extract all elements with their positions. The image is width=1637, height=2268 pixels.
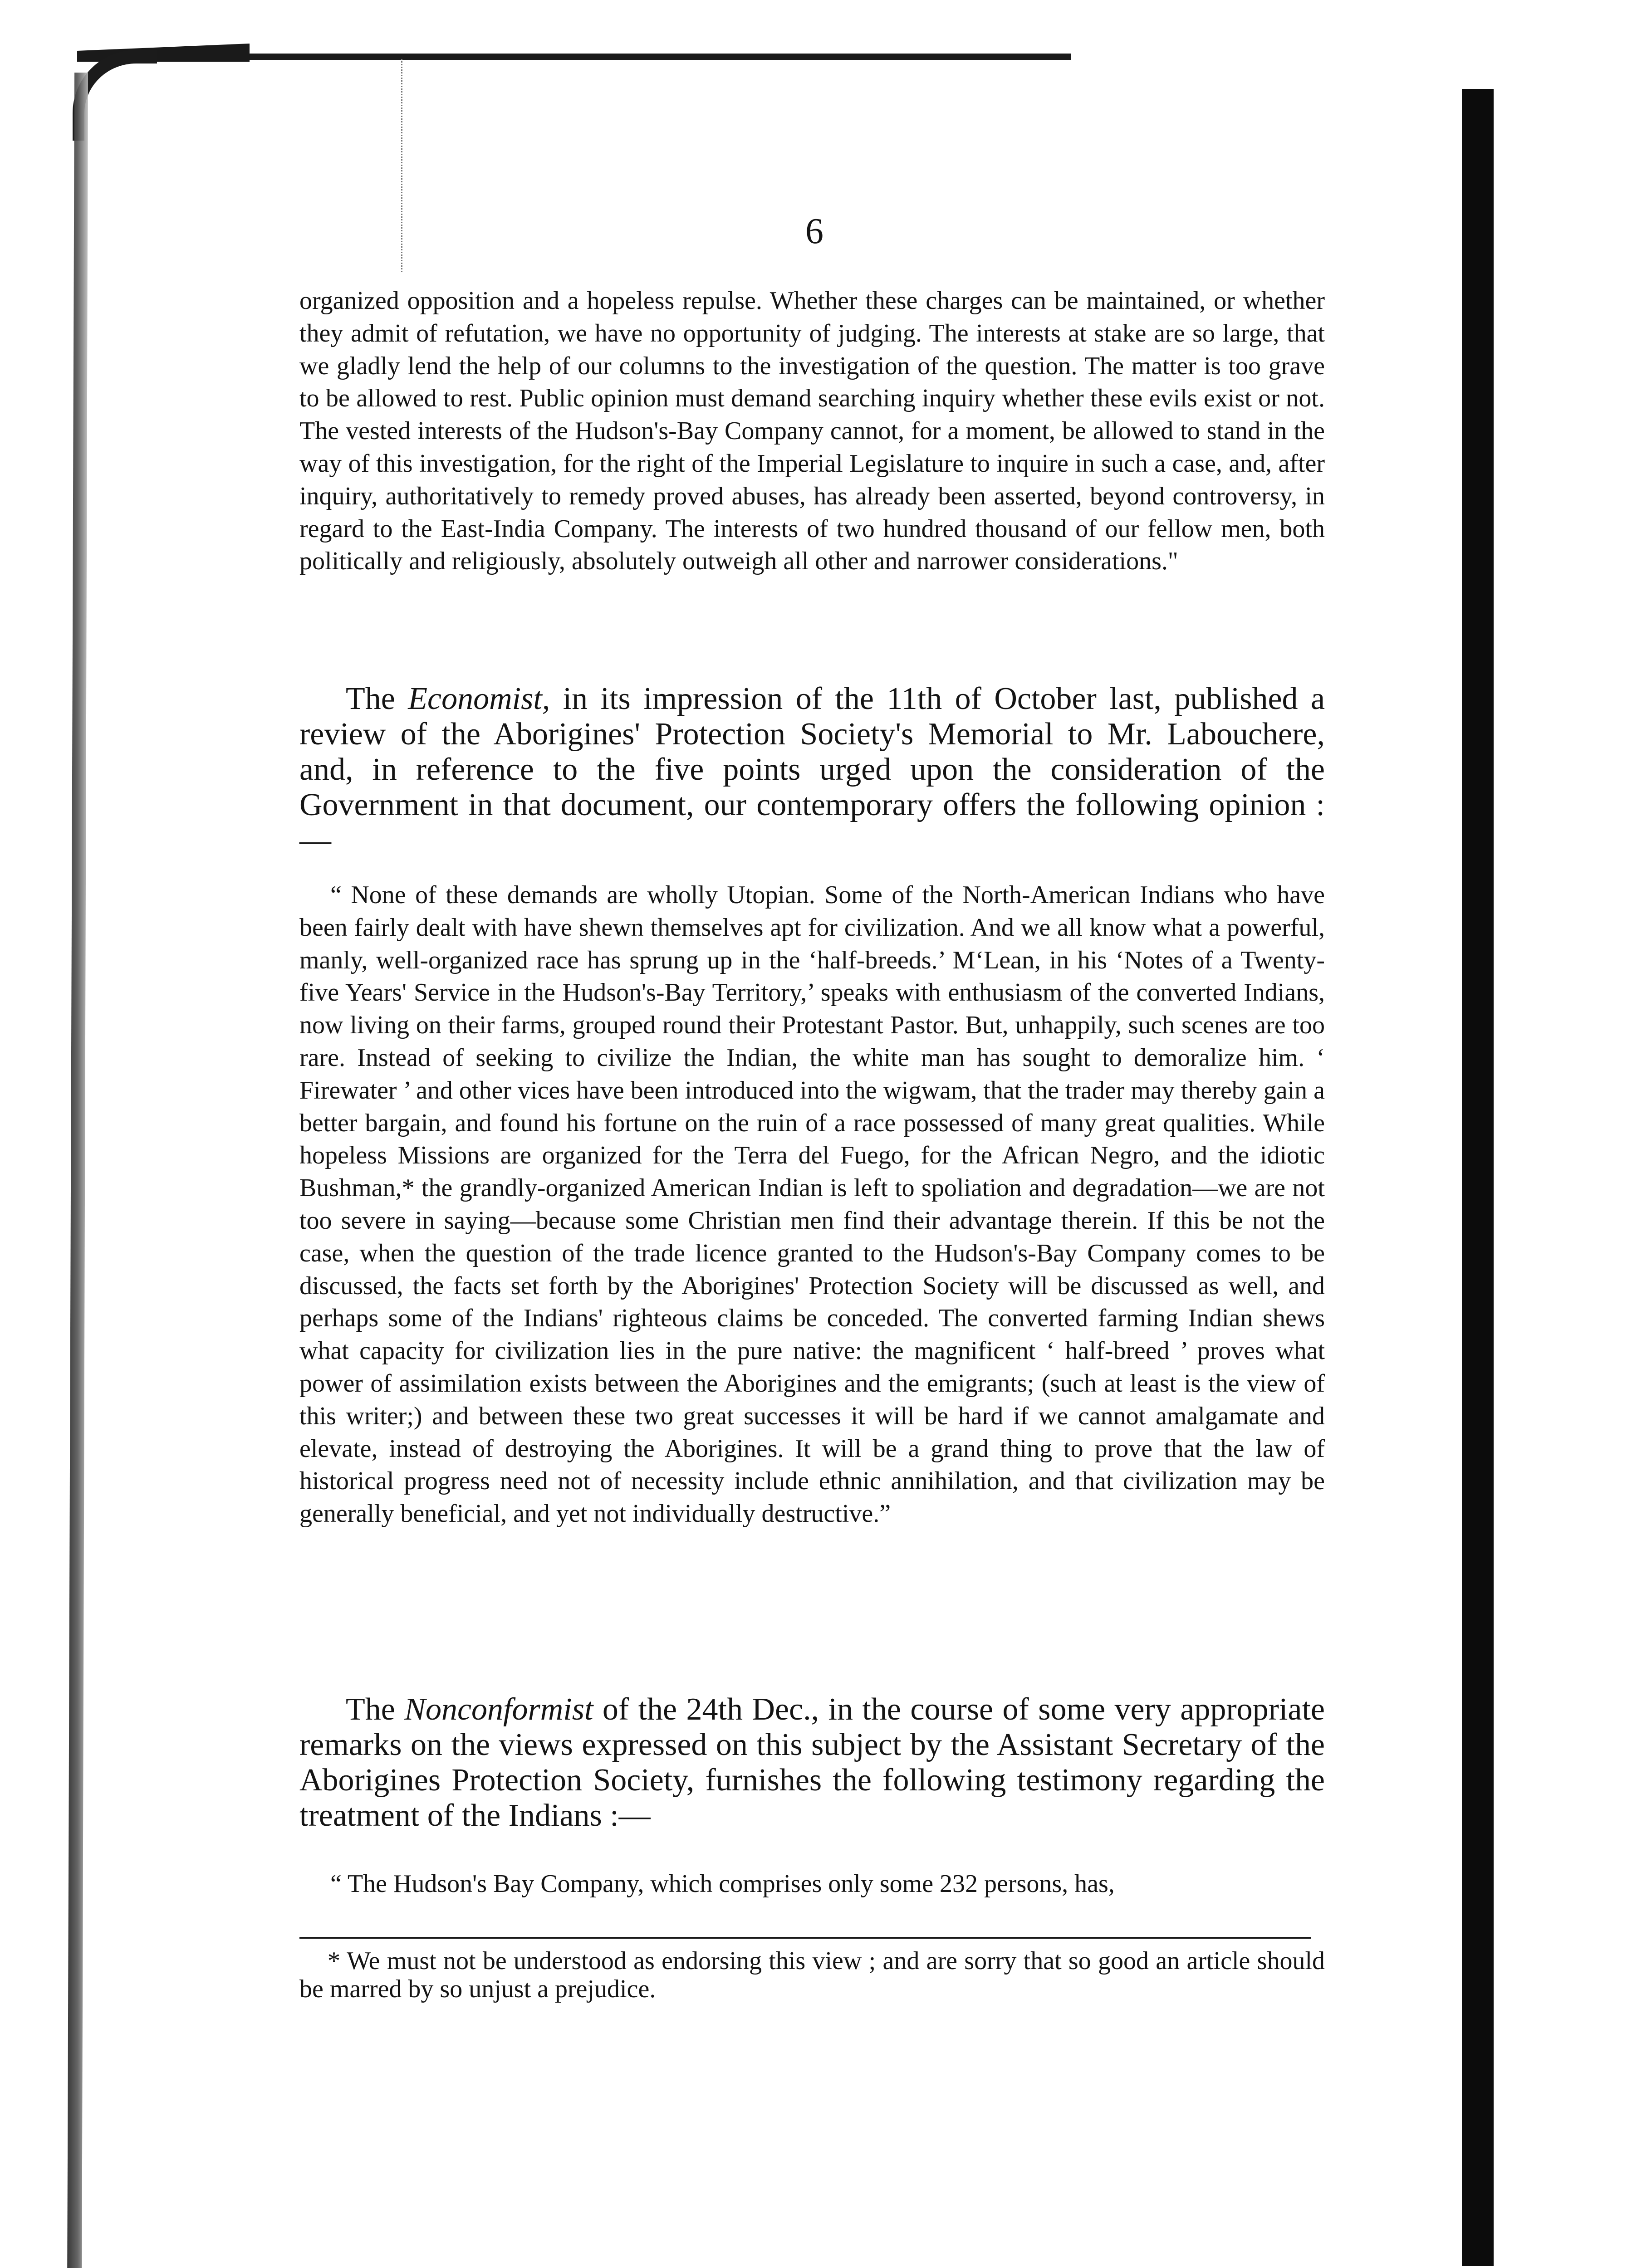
paragraph-body: in its impression of the 11th of October last, published a review of the Aborigines' Protection Society's Memorial to Mr. Labouchere, and, in reference to the five points urged upon the consideration of the Government in that document, our contemporary offers the following opinion :— <box>299 681 1325 858</box>
journal-title: Nonconformist <box>404 1692 593 1727</box>
quote-continuation <box>299 285 1325 578</box>
paragraph-text <box>299 1692 1325 1833</box>
scan-right-edge-bar <box>1462 89 1494 2266</box>
paragraph-body: of the 24th Dec., in the course of some very appropriate remarks on the views expressed on this subject by the Assistant Secretary of the Aborigines Protection Society, furnishes the following testimony regarding the treatment of the Indians :— <box>299 1692 1325 1833</box>
quote-text: “ None of these demands are wholly Utopian. Some of the North-American Indians who have been fairly dealt with have shewn themselves apt for civilization. And we all know what a powerful, manly, well-organized race has sprung up in the ‘half-breeds.’ M‘Lean, in his ‘Notes of a Twenty-five Years' Service in the Hudson's-Bay Territory,’ speaks with enthusiasm of the converted Indians, now living on their farms, grouped round their Protestant Pastor. But, unhappily, such scenes are too rare. Instead of seeking to civilize the Indian, the white man has sought to demoralize him. ‘ Firewater ’ and other vices have been introduced into the wigwam, that the trader may thereby gain a better bargain, and found his fortune on the ruin of a race possessed of many great qualities. While hopeless Missions are organized for the Terra del Fuego, for the African Negro, and the idiotic Bushman,* the grandly-organized American Indian is left to spoliation and degradation—we are not too severe in saying—because some Christian men find their advantage therein. If this be not the case, when the question of the trade licence granted to the Hudson's-Bay Company comes to be discussed, the facts set forth by the Aborigines' Protection Society will be discussed as well, and perhaps some of the Indians' righteous claims be conceded. The converted farming Indian shews what capacity for civilization lies in the pure native: the magnificent ‘ half-breed ’ proves what power of assimilation exists between the Aborigines and the emigrants; (such at least is the view of this writer;) and between these two great successes it will be hard if we cannot amalgamate and elevate, instead of destroying the Aborigines. It will be a grand thing to prove that the law of historical progress need not of necessity include ethnic annihilation, and that civilization may be generally beneficial, and yet not individually destructive.” <box>299 881 1325 1528</box>
footnote-rule <box>299 1937 1311 1939</box>
journal-title: Economist, <box>408 681 550 716</box>
paragraph-economist <box>299 681 1325 858</box>
quote-nonconformist <box>299 1868 1325 1901</box>
scan-left-edge <box>67 73 88 2268</box>
footnote: * We must not be understood as endorsing this view ; and are sorry that so good an article should be marred by so unjust a prejudice. <box>299 1947 1325 2003</box>
paragraph-text <box>299 681 1325 858</box>
paragraph-nonconformist <box>299 1692 1325 1833</box>
quote-economist <box>299 879 1325 1530</box>
page-number: 6 <box>805 211 823 251</box>
scan-dotted-artifact <box>401 59 404 272</box>
scan-top-rule <box>245 54 1071 60</box>
paragraph-lead: The <box>346 681 408 716</box>
quote-text: organized opposition and a hopeless repulse. Whether these charges can be maintained, or whether they admit of refutation, we have no opportunity of judging. The interests at stake are so large, that we gladly lend the help of our columns to the investigation of the question. The matter is too grave to be allowed to rest. Public opinion must demand searching inquiry whether these evils exist or not. The vested interests of the Hudson's-Bay Company cannot, for a moment, be allowed to stand in the way of this investigation, for the right of the Imperial Legislature to inquire in such a case, and, after inquiry, authoritatively to remedy proved abuses, has already been asserted, beyond controversy, in regard to the East-India Company. The interests of two hundred thousand of our fellow men, both politically and religiously, absolutely outweigh all other and narrower considerations." <box>299 287 1325 576</box>
quote-text: “ The Hudson's Bay Company, which comprises only some 232 persons, has, <box>330 1870 1115 1898</box>
paragraph-lead: The <box>346 1692 405 1727</box>
